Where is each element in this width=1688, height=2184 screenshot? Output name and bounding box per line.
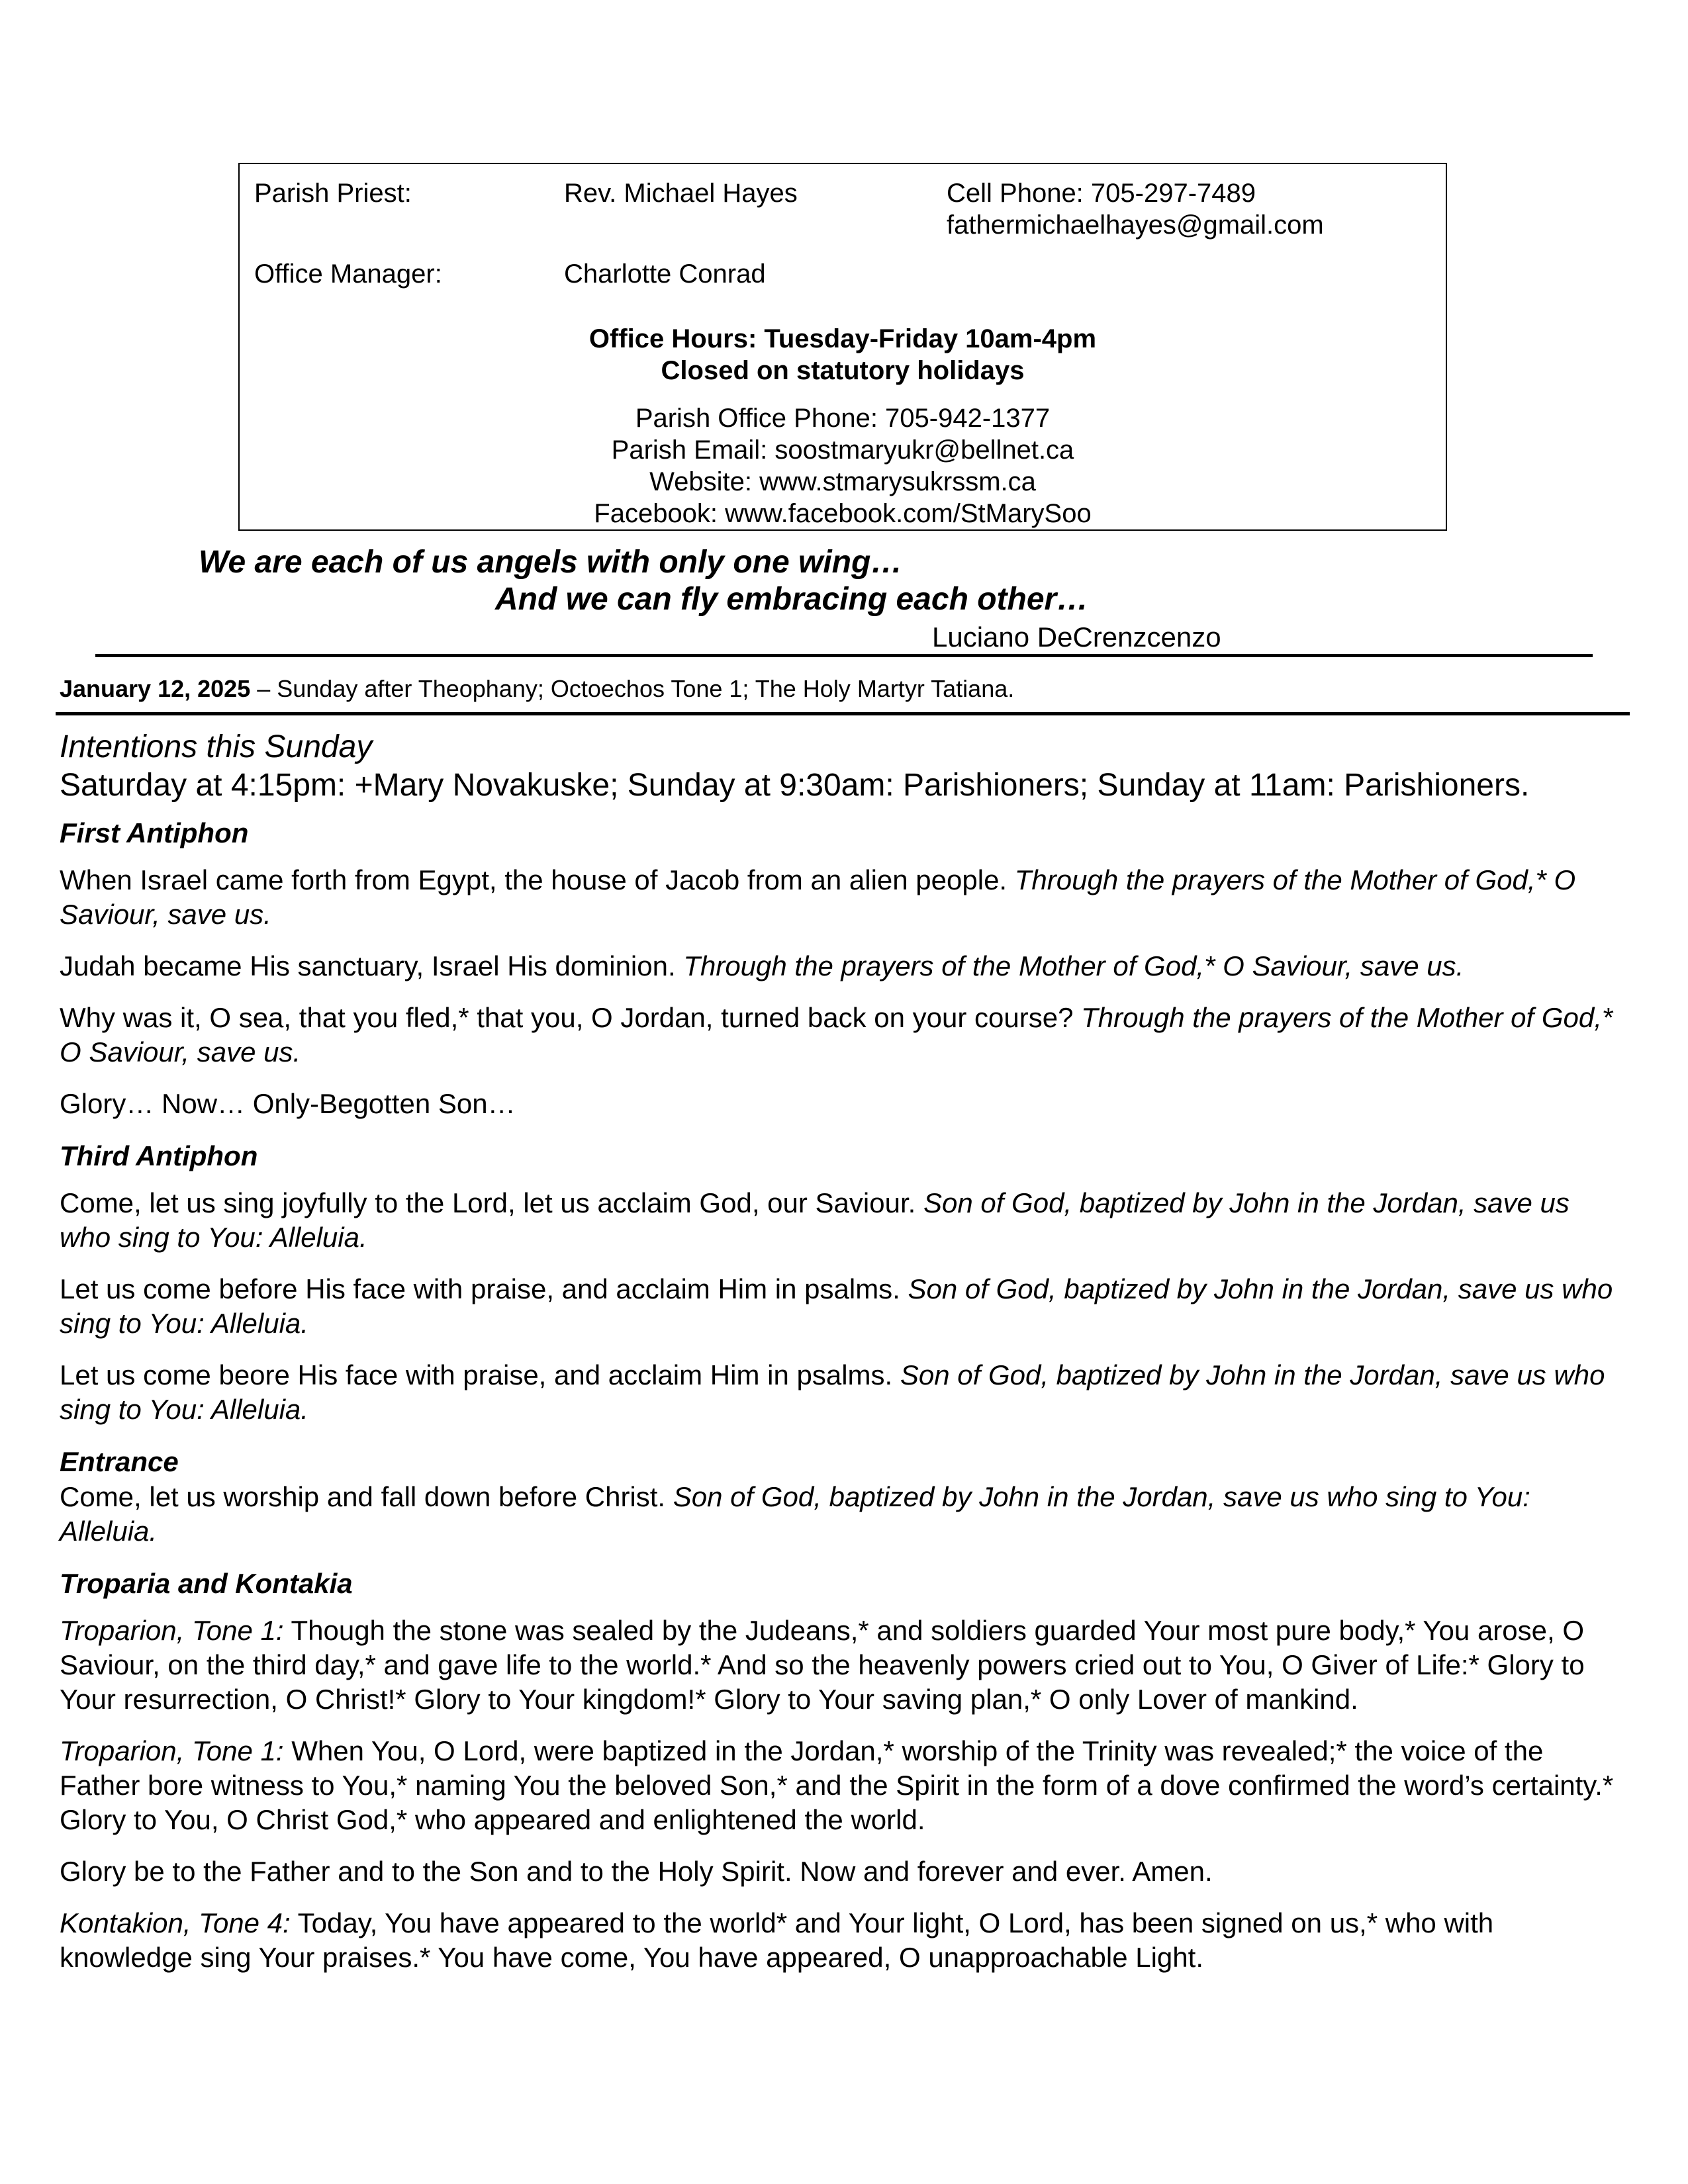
entrance-heading: Entrance: [60, 1446, 179, 1477]
entrance-verse: Come, let us worship and fall down before Christ. Son of God, baptized by John in the Jordan, save us who sing to You: Alleluia.: [60, 1481, 1530, 1547]
quote-line-2: And we can fly embracing each other…: [495, 582, 1089, 617]
first-antiphon-verse: Why was it, O sea, that you fled,* that you, O Jordan, turned back on your course? Through the prayers of the Mother of God,* O Saviour, save us.: [60, 1002, 1613, 1068]
service-description: – Sunday after Theophany; Octoechos Tone 1; The Holy Martyr Tatiana.: [250, 675, 1015, 702]
doxology: Glory be to the Father and to the Son and to the Holy Spirit. Now and forever and ever. Amen.: [60, 1856, 1213, 1887]
kontakion: Kontakion, Tone 4: Today, You have appeared to the world* and Your light, O Lord, has been signed on us,* who with knowledge sing Your praises.* You have come, You have appeared, O unapproachable Light.: [60, 1907, 1494, 1973]
website-link[interactable]: Website: www.stmarysukrssm.ca: [649, 467, 1036, 496]
third-antiphon-heading: Third Antiphon: [60, 1140, 258, 1171]
facebook-link[interactable]: Facebook: www.facebook.com/StMarySoo: [594, 499, 1092, 528]
divider-top: [95, 654, 1593, 657]
intentions-title: Intentions this Sunday: [60, 729, 373, 764]
troparia-heading: Troparia and Kontakia: [60, 1568, 353, 1599]
liturgy-content: [60, 728, 1622, 1992]
third-antiphon-verse: Let us come before His face with praise, and acclaim Him in psalms. Son of God, baptized by John in the Jordan, save us who sing to You: Alleluia.: [60, 1273, 1613, 1339]
priest-name: Rev. Michael Hayes: [564, 179, 798, 208]
closed-note: Closed on statutory holidays: [661, 356, 1025, 385]
third-antiphon-verse: Come, let us sing joyfully to the Lord, let us acclaim God, our Saviour. Son of God, baptized by John in the Jordan, save us who sing to You: Alleluia.: [60, 1187, 1570, 1253]
quote-author: Luciano DeCrenzcenzo: [932, 621, 1221, 653]
troparion-resurrection: Troparion, Tone 1: Though the stone was sealed by the Judeans,* and soldiers guarded Your most pure body,* You arose, O Saviour, on the third day,* and gave life to the world.* And so the heavenly powers cried out to You, O Giver of Life:* Glory to Your resurrection, O Christ!* Glory to Your kingdom!* Glory to Your saving plan,* O only Lover of mankind.: [60, 1615, 1585, 1715]
service-date: January 12, 2025: [60, 675, 251, 702]
parish-email[interactable]: Parish Email: soostmaryukr@bellnet.ca: [611, 435, 1074, 465]
intentions-text: Saturday at 4:15pm: +Mary Novakuske; Sunday at 9:30am: Parishioners; Sunday at 11am: Parishioners.: [60, 768, 1530, 803]
first-antiphon-glory: Glory… Now… Only-Begotten Son…: [60, 1088, 516, 1119]
priest-email[interactable]: fathermichaelhayes@gmail.com: [947, 210, 1324, 240]
first-antiphon-verse: Judah became His sanctuary, Israel His dominion. Through the prayers of the Mother of God,* O Saviour, save us.: [60, 950, 1464, 981]
priest-cell-phone: Cell Phone: 705-297-7489: [947, 179, 1256, 208]
first-antiphon-verse: When Israel came forth from Egypt, the house of Jacob from an alien people. Through the prayers of the Mother of God,* O Saviour, save us.: [60, 864, 1576, 930]
first-antiphon-heading: First Antiphon: [60, 817, 249, 848]
parish-info-box: [238, 163, 1447, 531]
office-phone: Parish Office Phone: 705-942-1377: [635, 404, 1051, 433]
divider-bottom: [56, 712, 1630, 715]
quote-line-1: We are each of us angels with only one wing…: [199, 545, 903, 580]
manager-label: Office Manager:: [254, 259, 442, 289]
third-antiphon-verse: Let us come beore His face with praise, and acclaim Him in psalms. Son of God, baptized by John in the Jordan, save us who sing to You: Alleluia.: [60, 1359, 1605, 1425]
troparion-theophany: Troparion, Tone 1: When You, O Lord, were baptized in the Jordan,* worship of the Trinity was revealed;* the voice of the Father bore witness to You,* naming You the beloved Son,* and the Spirit in the form of a dove confirmed the word’s certainty.* Glory to You, O Christ God,* who appeared and enlightened the world.: [60, 1735, 1614, 1835]
priest-label: Parish Priest:: [254, 179, 412, 208]
office-hours: Office Hours: Tuesday-Friday 10am-4pm: [588, 324, 1097, 353]
date-line: [60, 674, 1014, 704]
manager-name: Charlotte Conrad: [564, 259, 766, 289]
